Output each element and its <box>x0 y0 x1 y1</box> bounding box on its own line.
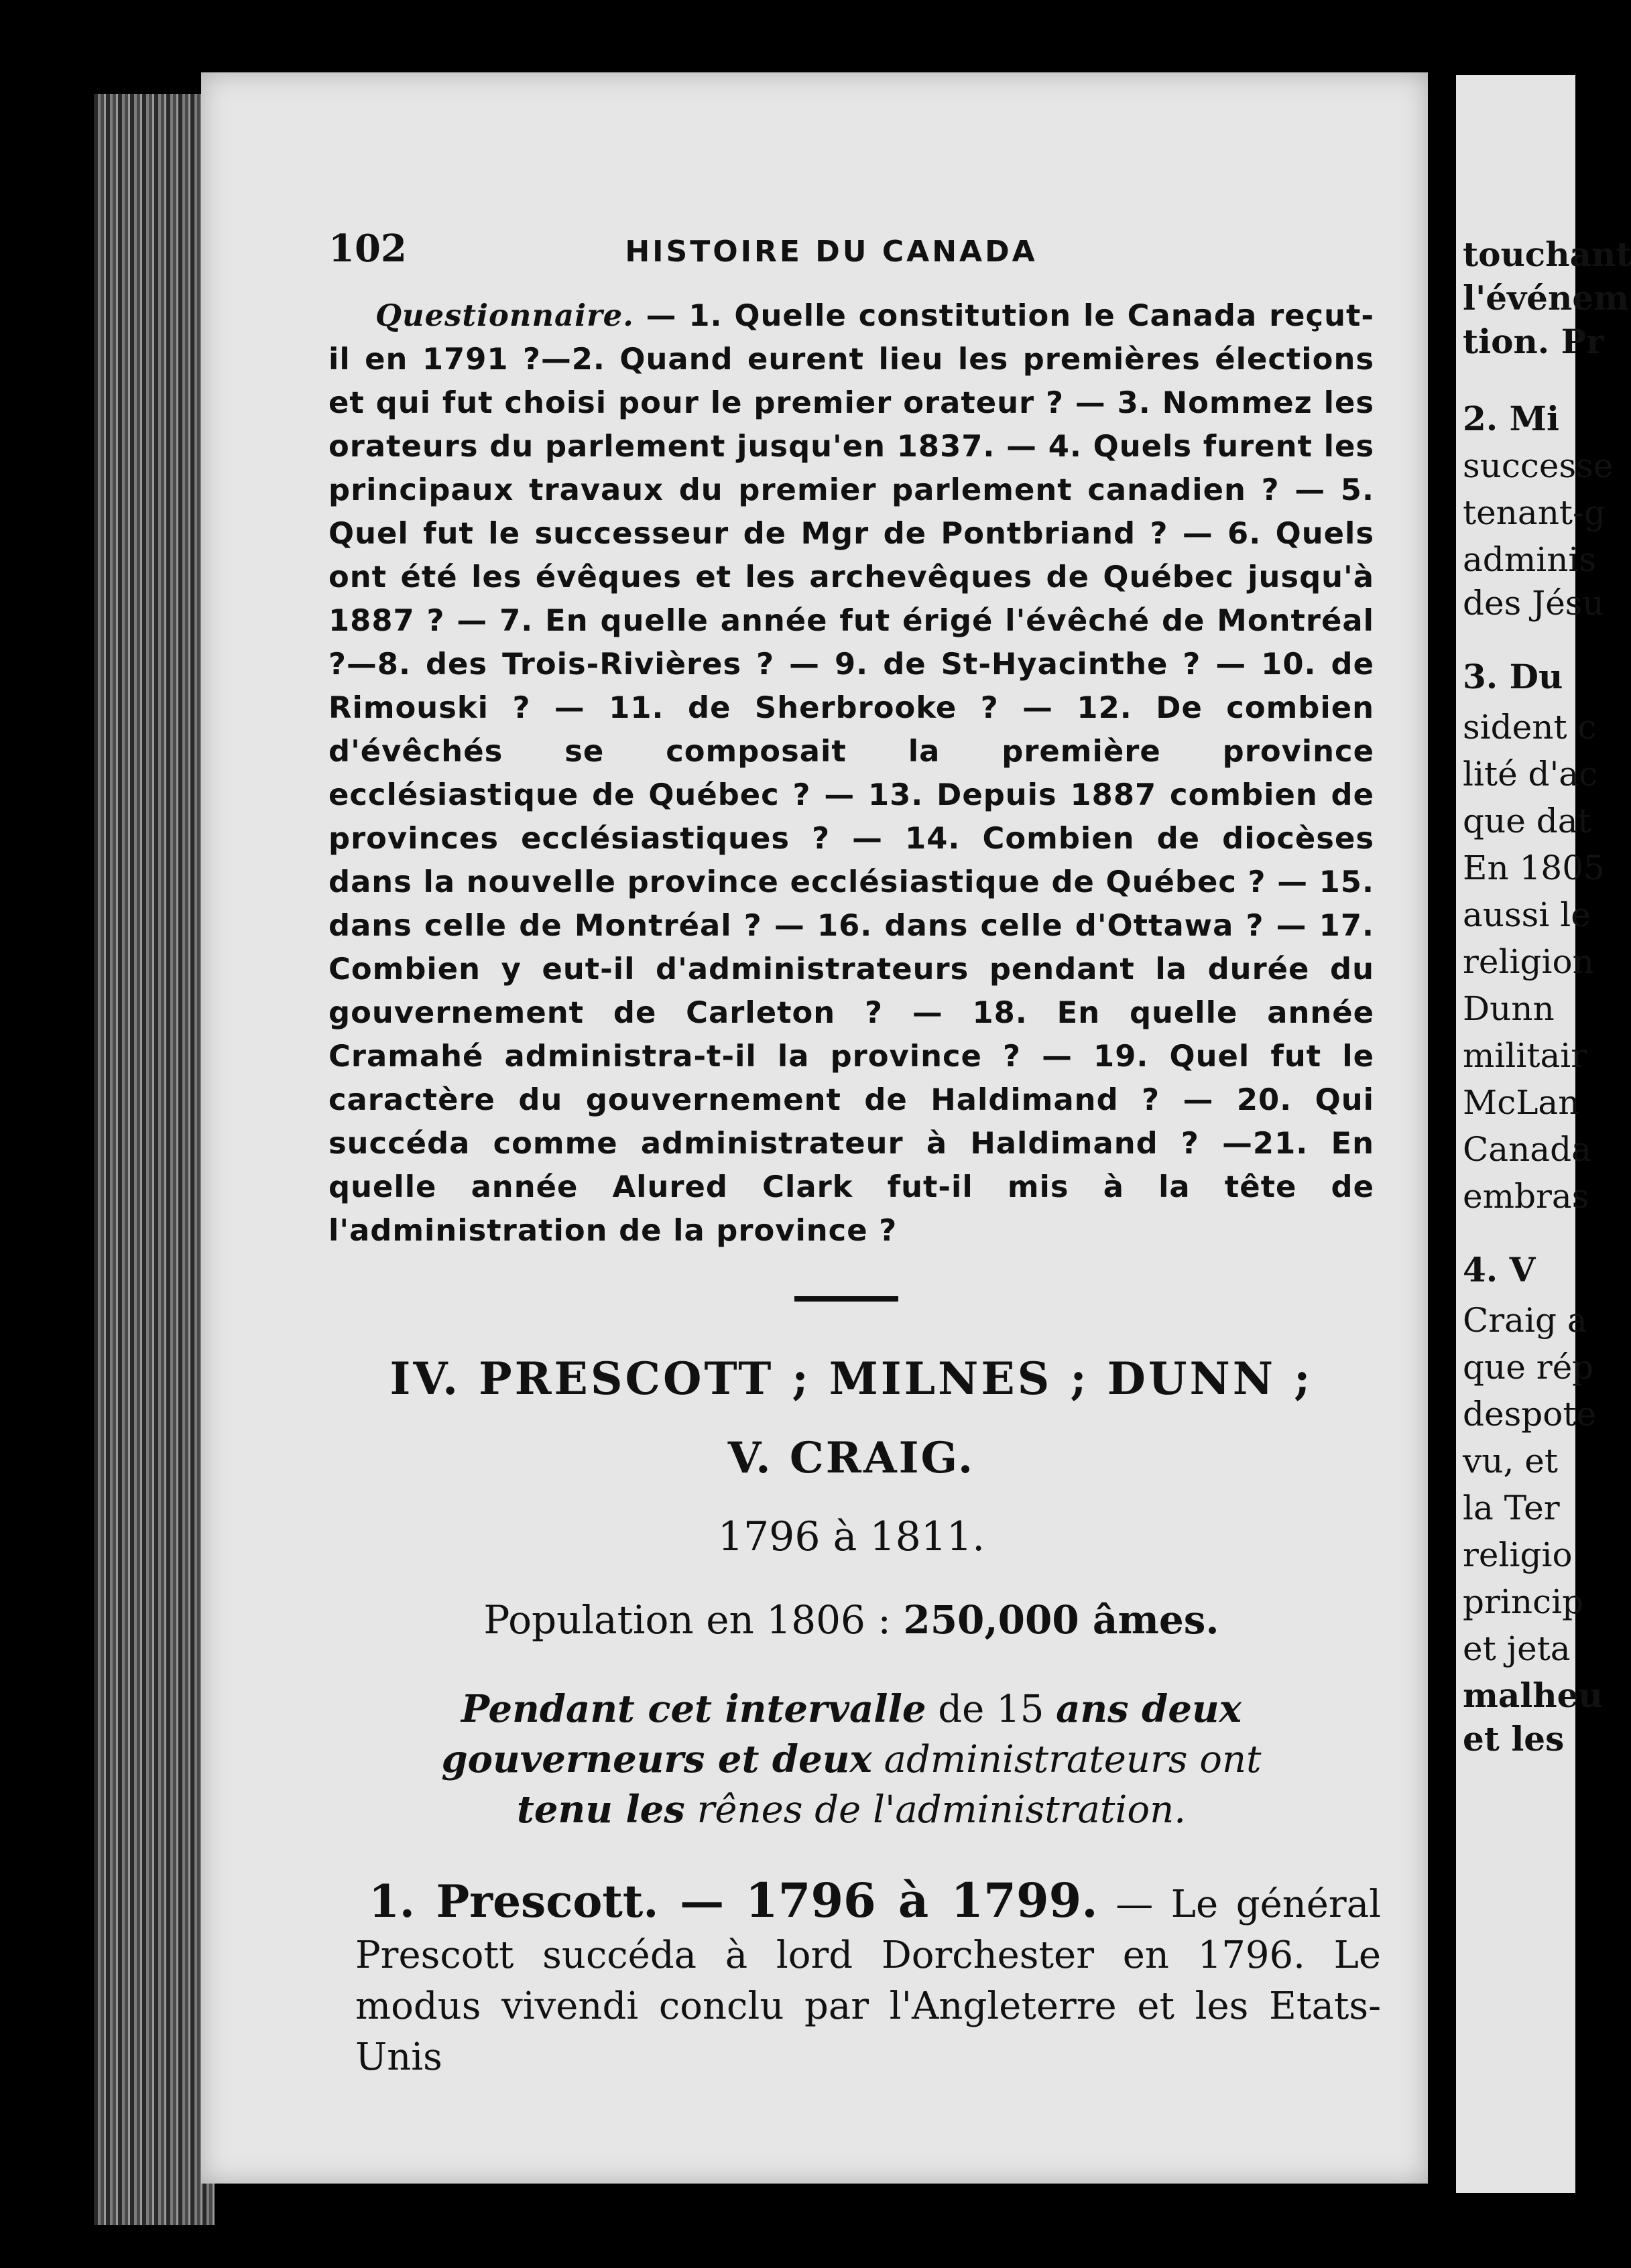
right-page-line: 2. Mi <box>1463 399 1559 438</box>
right-page-line: l'événem <box>1463 278 1630 318</box>
right-page-line: tenant-g <box>1463 493 1606 532</box>
section-divider <box>794 1296 898 1302</box>
chapter-summary <box>402 1684 1301 1835</box>
right-page-line: En 1805 <box>1463 848 1605 887</box>
summary-part: ans deux gouverneurs et deux <box>441 1687 1242 1781</box>
right-page-line: que dat <box>1463 802 1591 840</box>
chapter-period: 1796 à 1811. <box>717 1513 985 1560</box>
right-page-line: adminis <box>1463 540 1597 579</box>
chapter-subtitle: V. CRAIG. <box>727 1433 975 1483</box>
right-page-line: sident c <box>1463 708 1597 747</box>
section-1-heading: 1. Prescott. — <box>369 1875 745 1928</box>
right-page-line: McLan <box>1463 1083 1580 1122</box>
right-page-line: et les <box>1463 1719 1565 1759</box>
right-page-line: tion. Pr <box>1463 322 1604 361</box>
right-page-line: successe <box>1463 446 1614 485</box>
summary-part: administrateurs ont <box>871 1738 1262 1781</box>
population-label: Population en 1806 : <box>483 1597 904 1643</box>
section-1-dates: 1796 à 1799. <box>745 1873 1098 1928</box>
right-page-line: malheu <box>1463 1676 1603 1715</box>
right-page-line: et jeta <box>1463 1629 1571 1668</box>
right-page-line: Craig a <box>1463 1301 1587 1340</box>
right-page-line: vu, et <box>1463 1442 1558 1480</box>
right-page-line: religio <box>1463 1535 1573 1574</box>
page-header <box>328 227 1354 280</box>
right-page-line: militair <box>1463 1036 1587 1075</box>
right-page-line: lité d'ac <box>1463 755 1598 794</box>
questionnaire-paragraph <box>328 294 1374 1252</box>
summary-part: rênes de l'administration. <box>684 1788 1187 1832</box>
right-page-line: despote <box>1463 1395 1597 1434</box>
population-value: 250,000 âmes. <box>903 1597 1219 1643</box>
section-1-text: — Le général Prescott succéda à lord Dorchester en 1796. Le modus vivendi conclu par l'Angleterre et les Etats-Unis <box>355 1883 1381 2079</box>
page-number: 102 <box>328 227 407 271</box>
population-line <box>328 1597 1374 1643</box>
right-page-line: Dunn <box>1463 989 1555 1028</box>
right-page-line: que rép <box>1463 1348 1594 1387</box>
right-page-line: religion <box>1463 942 1594 981</box>
summary-part: de 15 <box>926 1688 1056 1731</box>
book-page-edges <box>94 94 215 2225</box>
right-page-line: la Ter <box>1463 1489 1560 1527</box>
right-page-line: aussi le <box>1463 895 1591 934</box>
right-page-line: Canada <box>1463 1130 1591 1169</box>
summary-part: Pendant cet intervalle <box>461 1687 926 1731</box>
right-page-line: princip <box>1463 1582 1584 1621</box>
questionnaire-label: Questionnaire. <box>375 298 634 333</box>
right-page-line: 4. V <box>1463 1250 1536 1289</box>
left-page <box>201 72 1428 2184</box>
questionnaire-text: — 1. Quelle constitution le Canada reçut-il en 1791 ?—2. Quand eurent lieu les premières élections et qui fut choisi pour le premier orateur ? — 3. Nommez les orateurs du parlement jusqu'en 1837. — 4. Quels furent les principaux travaux du premier parlement canadien ? — 5. Quel fut le successeur de Mgr de Pontbriand ? — 6. Quels ont été les évêques et les archevêques de Québec jusqu'à 1887 ? — 7. En quelle année fut érigé l'évêché de Montréal ?—8. des Trois-Rivières ? — 9. de St-Hyacinthe ? — 10. de Rimouski ? — 11. de Sherbrooke ? — 12. De combien d'évêchés se composait la première province ecclésiastique de Québec ? — 13. Depuis 1887 combien de provinces ecclésiastiques ? — 14. Combien de diocèses dans la nouvelle province ecclésiastique de Québec ? — 15. dans celle de Montréal ? — 16. dans celle d'Ottawa ? — 17. Combien y eut-il d'administrateurs pendant la durée du gouvernement de Carleton ? — 18. En quelle année Cramahé administra-t-il la province ? — 19. Quel fut le caractère du gouvernement de Haldimand ? — 20. Qui succéda comme administrateur à Haldimand ? —21. En quelle année Alured Clark fut-il mis à la tête de l'administration de la province ? <box>328 298 1374 1248</box>
chapter-title: IV. PRESCOTT ; MILNES ; DUNN ; <box>389 1352 1313 1405</box>
right-page-line: des Jésu <box>1463 584 1604 623</box>
summary-part: tenu les <box>516 1787 685 1832</box>
right-page-line: 3. Du <box>1463 657 1563 696</box>
right-page-fragment <box>1456 75 1631 2193</box>
section-1-paragraph <box>355 1875 1381 2083</box>
running-title: HISTOIRE DU CANADA <box>625 235 1038 269</box>
right-page-line: touchant <box>1463 235 1631 274</box>
right-page-line: embras <box>1463 1177 1589 1216</box>
